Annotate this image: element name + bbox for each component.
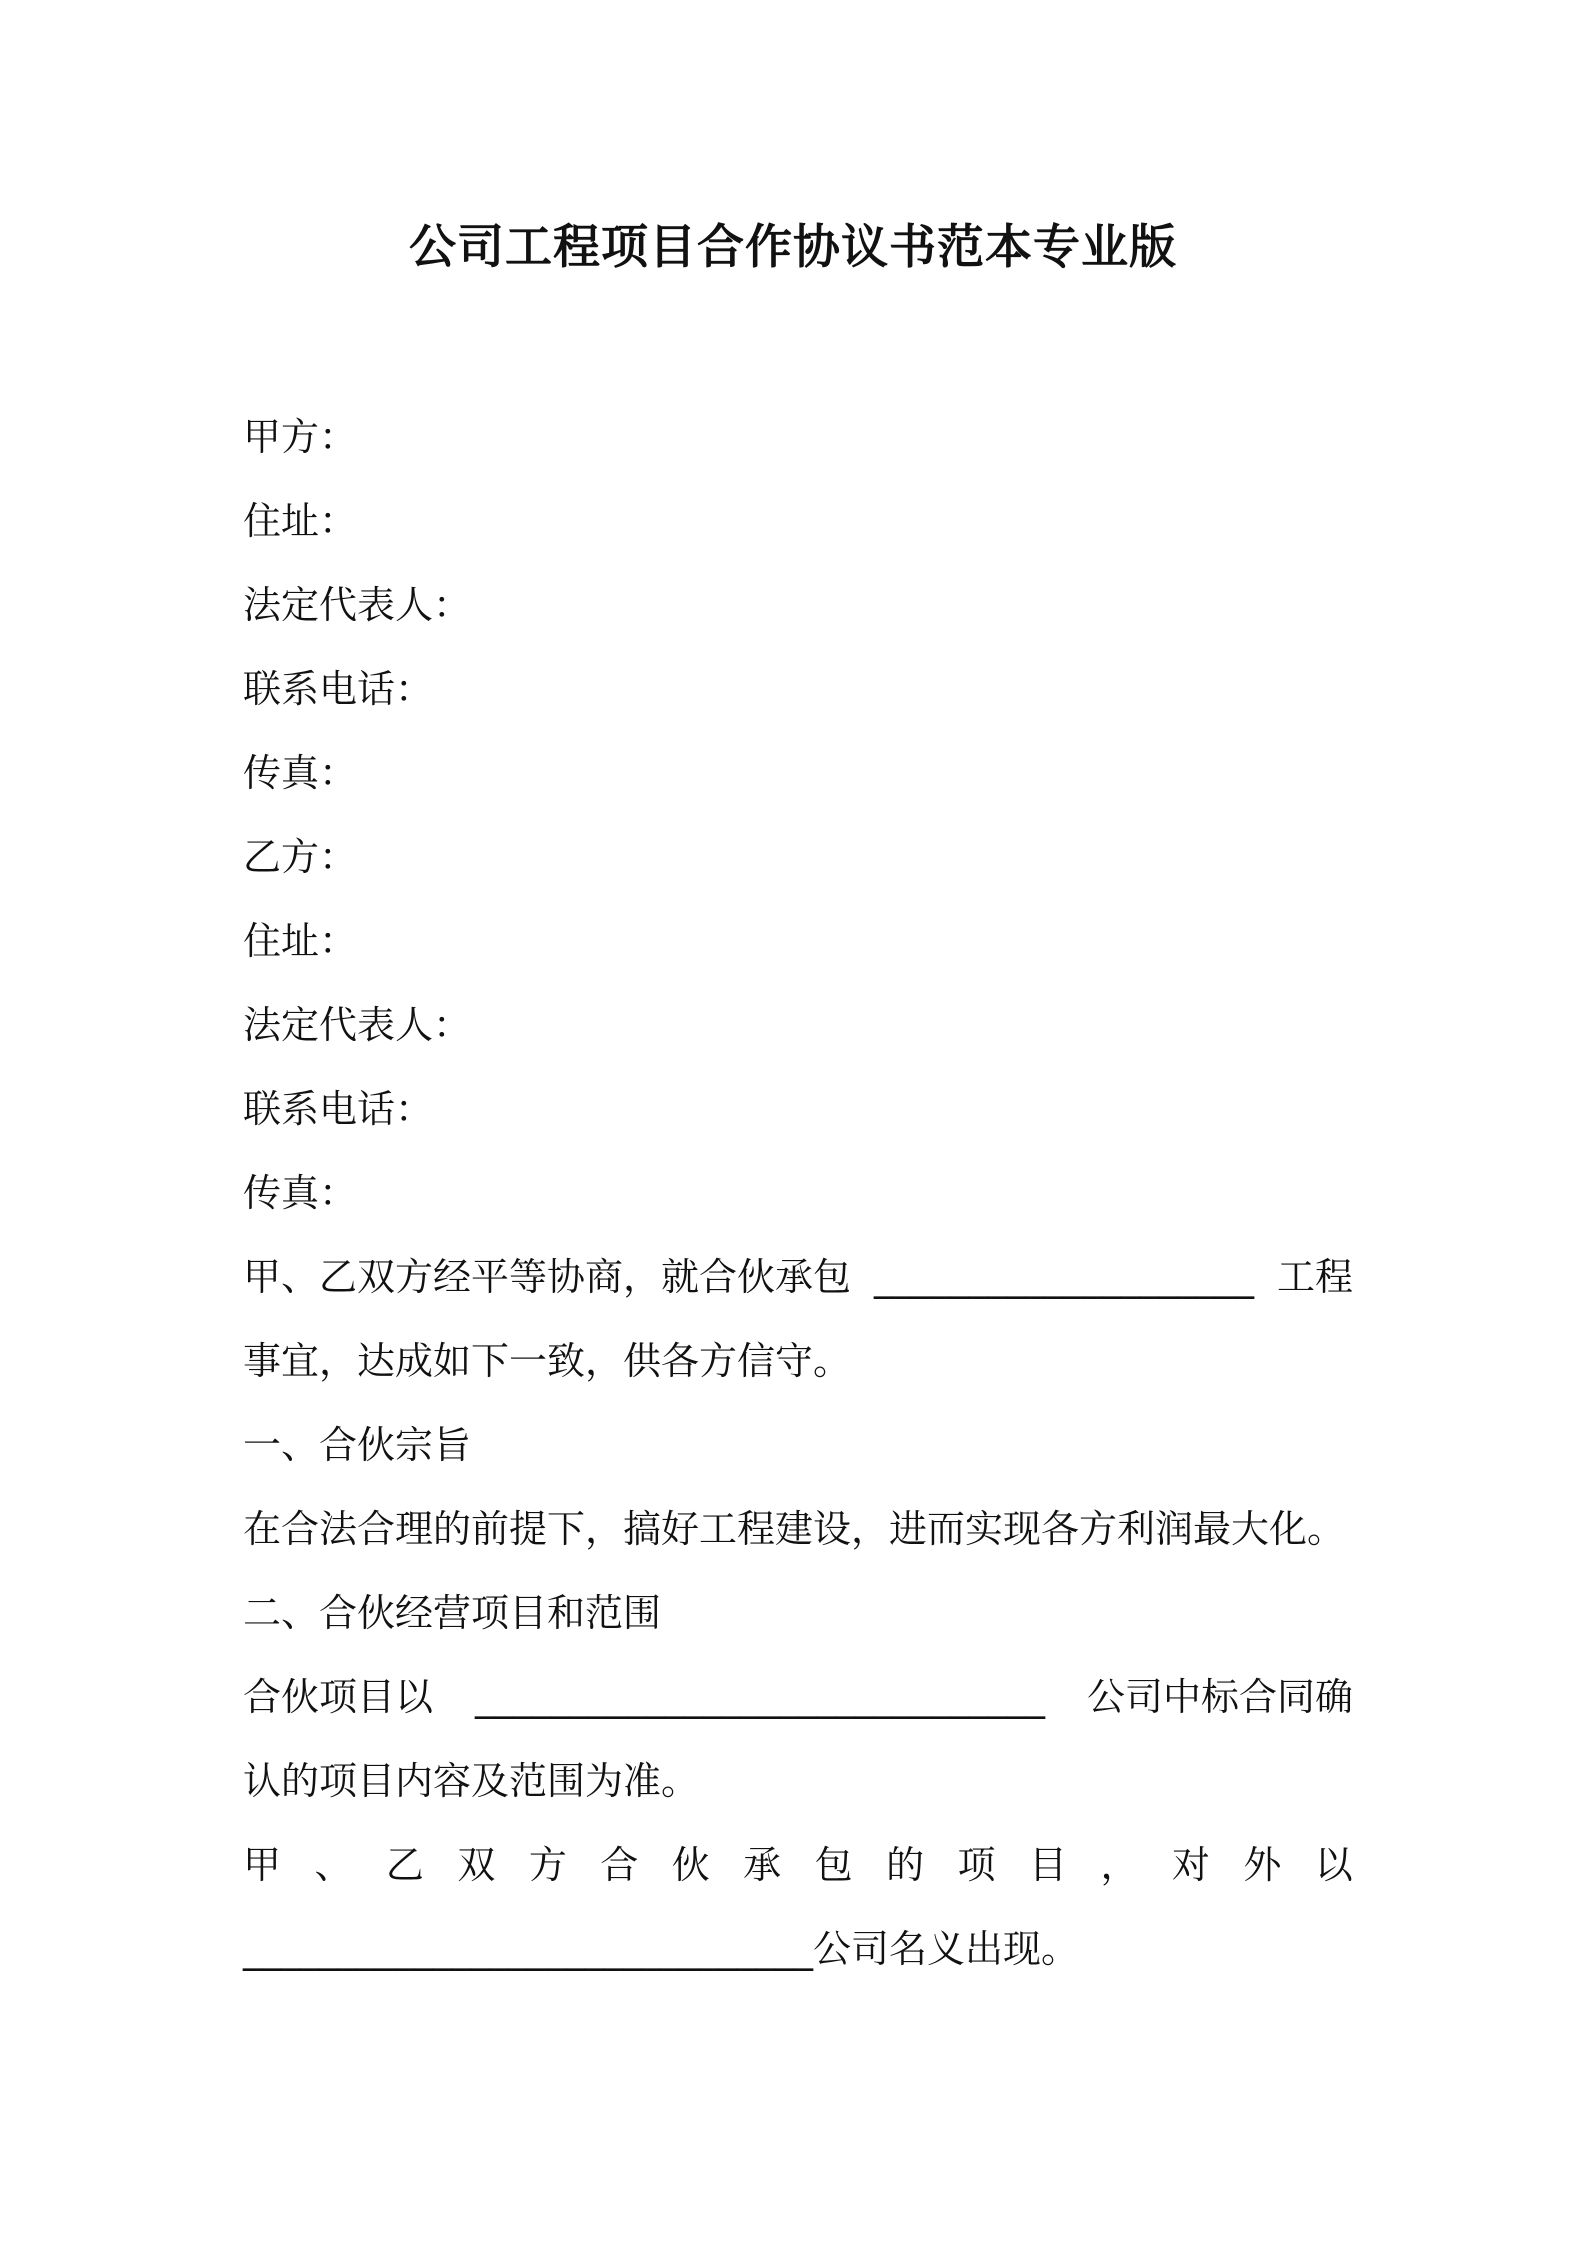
section-2-para-2-char: 项 <box>957 1843 996 1887</box>
section-2-para-2-char: ， <box>1100 1843 1139 1887</box>
section-2-para-1-suffix: 公司中标合同确 <box>1086 1675 1353 1719</box>
section-2-para-2-char: 承 <box>743 1843 782 1887</box>
section-2-para-1-prefix: 合伙项目以 <box>243 1675 434 1719</box>
section-2-heading: 二、合伙经营项目和范围 <box>243 1591 662 1635</box>
section-2-para-2-char: 乙 <box>385 1843 424 1887</box>
intro-line-2: 事宜，达成如下一致，供各方信守。 <box>243 1339 852 1383</box>
section-2-para-2-char: 甲 <box>243 1843 282 1887</box>
section-2-para-2-char: 包 <box>814 1843 853 1887</box>
section-2-para-2-suffix: 公司名义出现。 <box>813 1927 1080 1971</box>
section-1-body: 在合法合理的前提下，搞好工程建设，进而实现各方利润最大化。 <box>243 1507 1346 1551</box>
party-a-address-label: 住址： <box>243 499 358 543</box>
section-2-para-1-line-1 <box>243 1672 1353 1722</box>
document-title: 公司工程项目合作协议书范本专业版 <box>409 220 1177 275</box>
party-a-rep-label: 法定代表人： <box>243 583 472 627</box>
section-2-para-2-char: 、 <box>314 1843 353 1887</box>
intro-line-1-prefix: 甲、乙双方经平等协商，就合伙承包 <box>243 1255 852 1299</box>
section-2-para-2-char: 目 <box>1028 1843 1067 1887</box>
section-2-para-2-blank: ______________________________ <box>243 1927 813 1971</box>
section-2-para-1-blank: ______________________________ <box>475 1675 1045 1719</box>
section-2-para-2-line-1 <box>243 1840 1353 1890</box>
party-a-name-label: 甲方： <box>243 415 358 459</box>
intro-line-1-suffix: 工程 <box>1276 1255 1353 1299</box>
section-2-para-2-char: 方 <box>528 1843 567 1887</box>
section-2-para-2-char: 以 <box>1314 1843 1353 1887</box>
section-1-heading: 一、合伙宗旨 <box>243 1423 472 1467</box>
section-2-para-2-char: 合 <box>600 1843 639 1887</box>
party-a-fax-label: 传真： <box>243 751 358 795</box>
section-2-para-2-line-2 <box>243 1924 1353 1974</box>
section-2-para-1-line-2: 认的项目内容及范围为准。 <box>243 1759 700 1803</box>
section-2-para-2-char: 伙 <box>671 1843 710 1887</box>
party-b-rep-label: 法定代表人： <box>243 1003 472 1047</box>
section-2-para-2-char: 外 <box>1243 1843 1282 1887</box>
section-2-para-2-char: 双 <box>457 1843 496 1887</box>
party-b-address-label: 住址： <box>243 919 358 963</box>
party-a-phone-label: 联系电话： <box>243 667 434 711</box>
party-b-phone-label: 联系电话： <box>243 1087 434 1131</box>
section-2-para-2-char: 的 <box>886 1843 925 1887</box>
section-2-para-2-char: 对 <box>1171 1843 1210 1887</box>
party-b-fax-label: 传真： <box>243 1171 358 1215</box>
party-b-name-label: 乙方： <box>243 835 358 879</box>
intro-line-1 <box>243 1252 1353 1302</box>
intro-line-1-blank: ____________________ <box>874 1255 1254 1299</box>
